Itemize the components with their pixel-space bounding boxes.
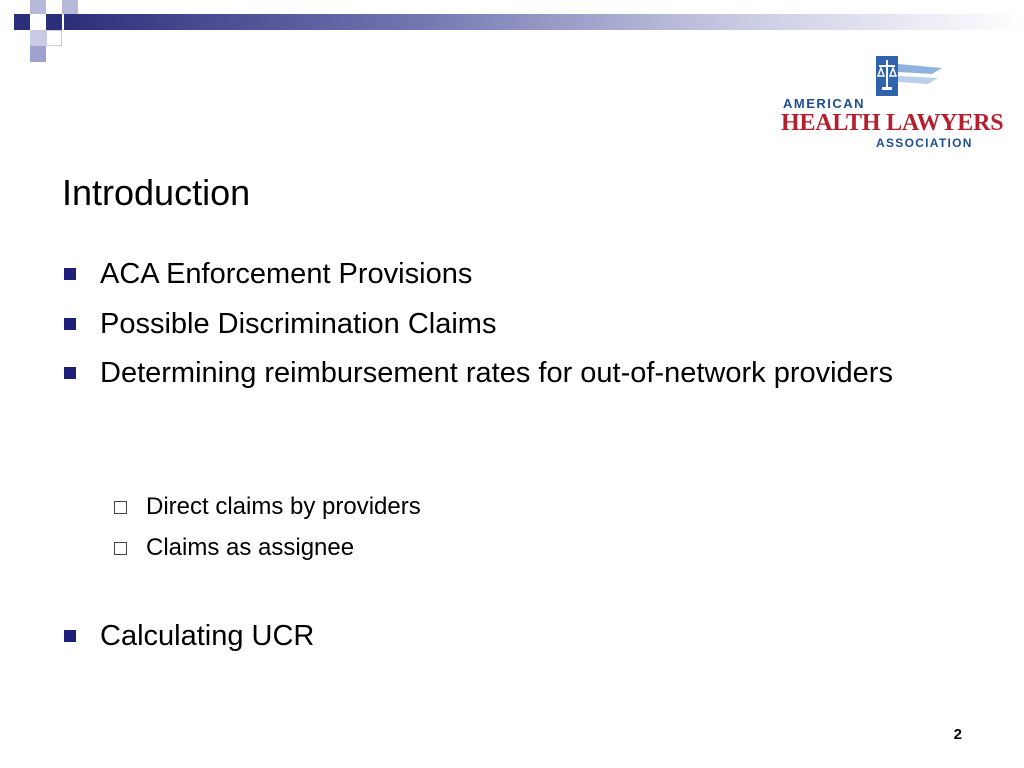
sub-bullet-item bbox=[112, 492, 421, 522]
bullet-item bbox=[62, 353, 902, 393]
deco-square bbox=[62, 0, 78, 14]
deco-square bbox=[14, 30, 30, 46]
hollow-square-bullet-icon bbox=[114, 542, 127, 555]
logo-text-association: ASSOCIATION bbox=[876, 136, 973, 150]
deco-square bbox=[14, 14, 30, 30]
hollow-square-bullet-icon bbox=[114, 501, 127, 514]
logo-text-american: AMERICAN bbox=[783, 96, 866, 111]
bullet-text: Calculating UCR bbox=[100, 620, 315, 652]
square-bullet-icon bbox=[64, 367, 76, 379]
sub-bullet-text: Direct claims by providers bbox=[146, 493, 421, 520]
deco-square bbox=[46, 14, 62, 30]
deco-square bbox=[46, 30, 62, 46]
bullet-item bbox=[62, 304, 902, 344]
sub-bullet-text: Claims as assignee bbox=[146, 534, 355, 561]
header-gradient-bar bbox=[64, 14, 1024, 30]
deco-square bbox=[30, 30, 46, 46]
page-number: 2 bbox=[953, 726, 962, 743]
deco-square bbox=[30, 0, 46, 14]
bullet-item bbox=[62, 254, 902, 294]
slide-title: Introduction bbox=[62, 172, 251, 213]
scales-of-justice-icon bbox=[872, 54, 946, 106]
square-bullet-icon bbox=[64, 630, 76, 642]
deco-square bbox=[30, 46, 46, 62]
square-bullet-icon bbox=[64, 268, 76, 280]
sub-bullet-item bbox=[112, 533, 354, 563]
bullet-text: Possible Discrimination Claims bbox=[100, 308, 497, 340]
bullet-item bbox=[62, 616, 902, 656]
organization-logo bbox=[780, 54, 1004, 154]
bullet-text: ACA Enforcement Provisions bbox=[100, 258, 473, 290]
square-bullet-icon bbox=[64, 318, 76, 330]
logo-text-health-lawyers: HEALTH LAWYERS bbox=[781, 110, 1004, 136]
bullet-text: Determining reimbursement rates for out-of-network providers bbox=[100, 357, 893, 389]
